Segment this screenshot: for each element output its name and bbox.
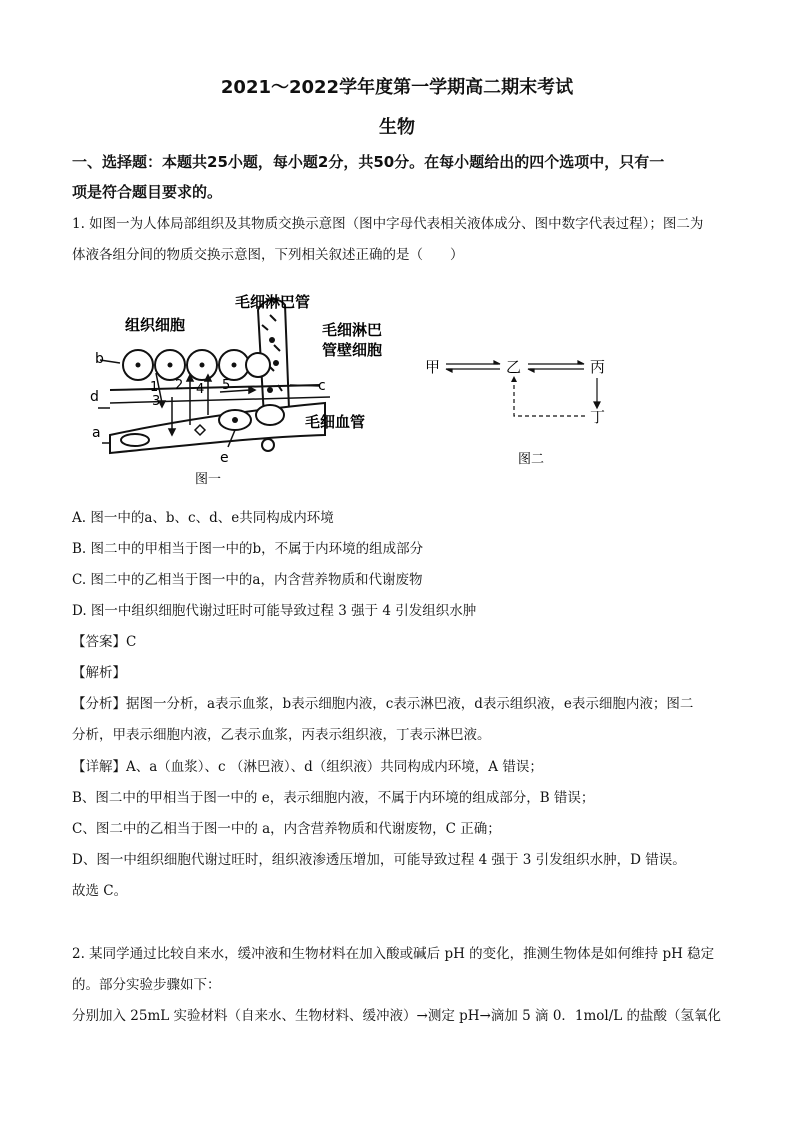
num-5: 5 [222,378,231,393]
letter-e: e [220,450,229,466]
label-tissue-cell: 组织细胞 [125,316,186,334]
num-1: 1 [150,380,159,395]
q2-stem-line3: 分别加入 25mL 实验材料（自来水、生物材料、缓冲液）→测定 pH→滴加 5 滴 0．1mol/L 的盐酸（氢氧化 [72,1008,722,1024]
num-3: 3 [152,394,161,409]
figure-2-caption: 图二 [518,452,545,467]
figure-2-fluid-exchange [420,350,620,475]
num-4: 4 [196,382,205,397]
figure-1-tissue-diagram [90,285,400,490]
analysis-line1: 【分析】据图一分析，a表示血浆，b表示细胞内液，c表示淋巴液，d表示组织液，e表示细胞内液；图二 [72,696,694,712]
option-b: B. 图二中的甲相当于图一中的b，不属于内环境的组成部分 [72,541,424,557]
q2-stem-line2: 的。部分实验步骤如下： [72,977,221,993]
section-heading-line2: 项是符合题目要求的。 [72,183,223,201]
tissue-cells-row [123,350,270,380]
detail-line3: C、图二中的乙相当于图一中的 a，内含营养物质和代谢废物，C 正确； [72,821,501,837]
analysis-heading: 【解析】 [72,665,126,681]
q1-stem-line2: 体液各组分间的物质交换示意图，下列相关叙述正确的是（ ） [72,247,464,263]
node-yi: 乙 [506,358,522,376]
node-jia: 甲 [425,358,441,376]
figure-1-caption: 图一 [195,472,222,487]
figure-2-arrows [446,361,600,408]
exam-title: 2021～2022学年度第一学期高二期末考试 [220,77,574,98]
node-ding: 丁 [590,408,606,426]
detail-line1: 【详解】A、a（血浆）、c （淋巴液）、d（组织液）共同构成内环境，A 错误； [72,759,543,775]
figure-2-dashed-return [514,380,585,416]
label-lymph-wall-1: 毛细淋巴 [322,321,383,339]
detail-line2: B、图二中的甲相当于图一中的 e，表示细胞内液，不属于内环境的组成部分，B 错误； [72,790,595,806]
letter-b: b [95,351,104,367]
detail-line4: D、图一中组织细胞代谢过旺时，组织液渗透压增加，可能导致过程 4 强于 3 引发组织水肿，D 错误。 [72,852,686,868]
letter-c: c [318,378,326,394]
node-bing: 丙 [590,358,606,376]
option-d: D. 图一中组织细胞代谢过旺时可能导致过程 3 强于 4 引发组织水肿 [72,603,477,619]
label-lymph-capillary: 毛细淋巴管 [235,293,311,311]
conclusion: 故选 C。 [72,883,128,899]
letter-d: d [90,389,99,405]
letter-a: a [92,425,101,441]
analysis-line2: 分析，甲表示细胞内液，乙表示血浆，丙表示组织液，丁表示淋巴液。 [72,727,491,743]
answer: 【答案】C [72,634,137,650]
label-lymph-wall-2: 管壁细胞 [322,341,383,359]
q1-stem-line1: 1. 如图一为人体局部组织及其物质交换示意图（图中字母代表相关液体成分、图中数字代表过程）；图二为 [72,216,704,232]
subject-title: 生物 [379,117,415,138]
option-a: A. 图一中的a、b、c、d、e共同构成内环境 [72,510,334,526]
label-blood-capillary: 毛细血管 [305,413,366,431]
option-c: C. 图二中的乙相当于图一中的a，内含营养物质和代谢废物 [72,572,423,588]
q2-stem-line1: 2. 某同学通过比较自来水，缓冲液和生物材料在加入酸或碱后 pH 的变化，推测生物体是如何维持 pH 稳定 [72,946,715,962]
blood-capillary [110,403,325,453]
section-heading-line1: 一、选择题：本题共25小题，每小题2分，共50分。在每小题给出的四个选项中，只有一 [72,153,665,171]
num-2: 2 [175,378,184,393]
